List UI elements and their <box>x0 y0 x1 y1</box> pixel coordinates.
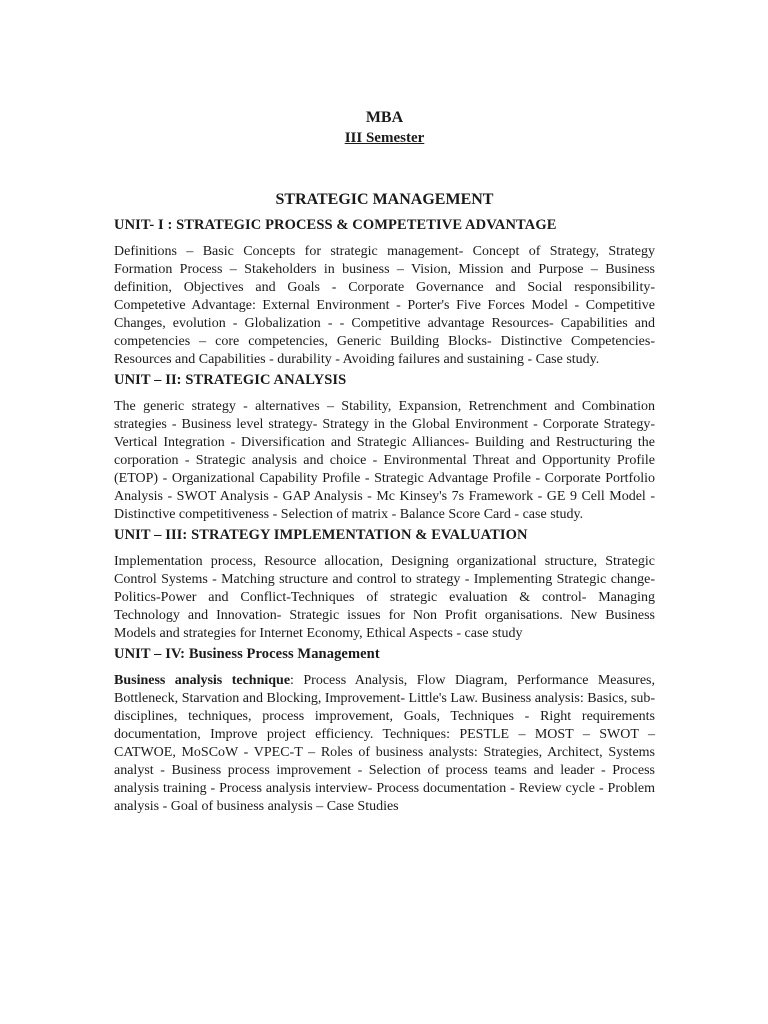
unit-2-heading: UNIT – II: STRATEGIC ANALYSIS <box>114 372 347 388</box>
unit-1-section <box>114 216 655 369</box>
unit-1-heading: UNIT- I : STRATEGIC PROCESS & COMPETETIVE ADVANTAGE <box>114 217 557 233</box>
unit-4-body <box>114 672 655 816</box>
unit-4-heading: UNIT – IV: Business Process Management <box>114 646 380 662</box>
unit-3-heading: UNIT – III: STRATEGY IMPLEMENTATION & EVALUATION <box>114 527 528 543</box>
unit-1-body: Definitions – Basic Concepts for strategic management- Concept of Strategy, Strategy Formation Process – Stakeholders in business – Vision, Mission and Purpose – Business definition, Objectives and Goals - Corporate Governance and Social responsibility- Competetive Advantage: External Environment - Porter's Five Forces Model - Competitive Changes, evolution - Globalization - - Competitive advantage Resources- Capabilities and competencies – core competencies, Generic Building Blocks- Distinctive Competencies-Resources and Capabilities - durability - Avoiding failures and sustaining - Case study. <box>114 244 655 367</box>
unit-2-section <box>114 371 655 524</box>
unit-3-body: Implementation process, Resource allocation, Designing organizational structure, Strategic Control Systems - Matching structure and control to strategy - Implementing Strategic change-Politics-Power and Conflict-Techniques of strategic evaluation & control- Managing Technology and Innovation- Strategic issues for Non Profit organisations. New Business Models and strategies for Internet Economy, Ethical Aspects - case study <box>114 554 655 641</box>
unit-4-body-text: : Process Analysis, Flow Diagram, Performance Measures, Bottleneck, Starvation and Blocking, Improvement- Little's Law. Business analysis: Basics, sub-disciplines, techniques, process improvement, Goals, Techniques - Right requirements documentation, Improve project efficiency. Techniques: PESTLE – MOST – SWOT – CATWOE, MoSCoW - VPEC-T – Roles of business analysts: Strategies, Architect, Systems analyst - Business process improvement - Selection of process teams and leader - Process analysis training - Process analysis interview- Process documentation - Review cycle - Problem analysis - Goal of business analysis – Case Studies <box>114 673 655 814</box>
unit-2-body: The generic strategy - alternatives – Stability, Expansion, Retrenchment and Combination strategies - Business level strategy- Strategy in the Global Environment - Corporate Strategy- Vertical Integration - Diversification and Strategic Alliances- Building and Restructuring the corporation - Strategic analysis and choice - Environmental Threat and Opportunity Profile (ETOP) - Organizational Capability Profile - Strategic Advantage Profile - Corporate Portfolio Analysis - SWOT Analysis - GAP Analysis - Mc Kinsey's 7s Framework - GE 9 Cell Model - Distinctive competitiveness - Selection of matrix - Balance Score Card - case study. <box>114 399 655 522</box>
unit-4-section <box>114 645 655 816</box>
unit-4-lead-term: Business analysis technique <box>114 673 291 688</box>
semester-title: III Semester <box>344 130 425 146</box>
subject-title: STRATEGIC MANAGEMENT <box>275 191 494 208</box>
unit-3-section <box>114 526 655 643</box>
program-title: MBA <box>365 109 404 126</box>
